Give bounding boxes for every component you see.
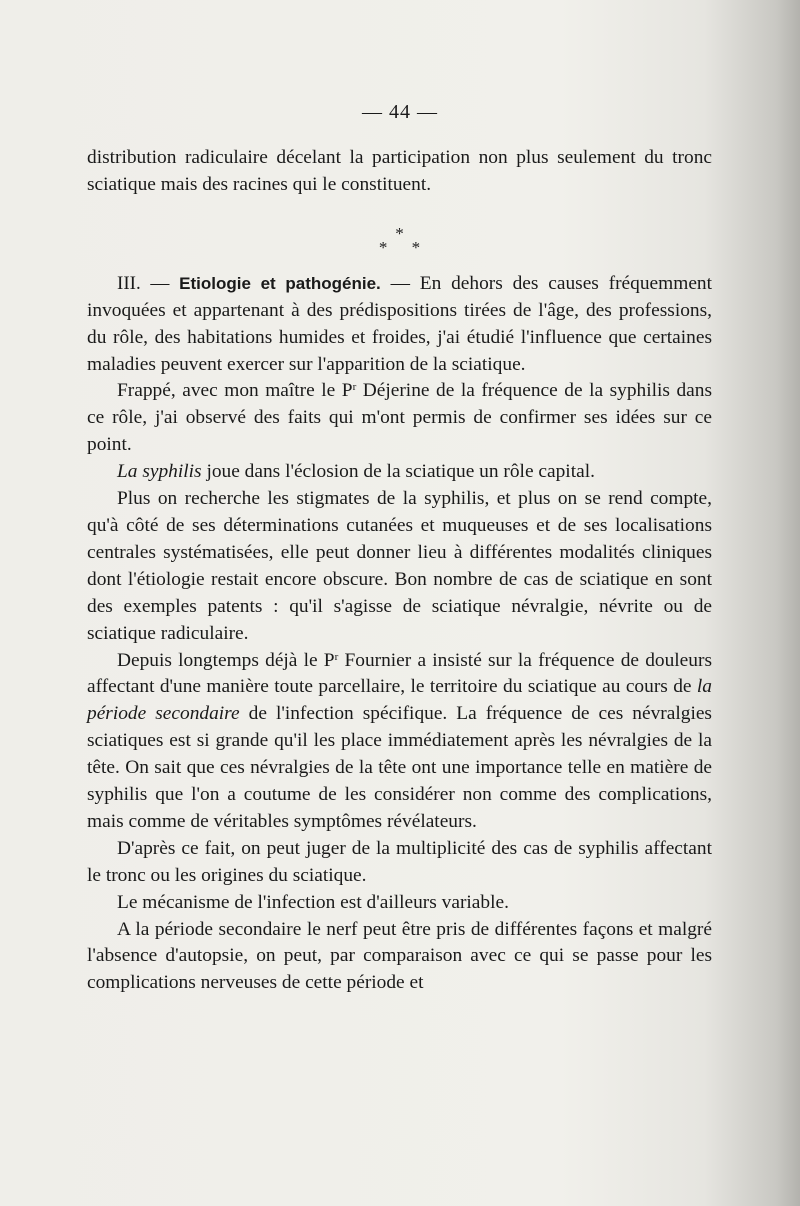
- paragraph: A la période secondaire le nerf peut être pris de différentes façons et malgré l'absence d'autopsie, on peut, par comparaison avec ce qui se passe pour les complications nerveuses de cette période et: [87, 918, 712, 994]
- paragraph: Le mécanisme de l'infection est d'ailleurs variable.: [117, 891, 509, 913]
- body-text: [87, 145, 712, 997]
- italic-text: la période secondaire: [87, 676, 712, 725]
- asterism-top: *: [395, 223, 404, 243]
- paragraph-section-iii: [87, 271, 712, 379]
- paragraph: [87, 648, 712, 836]
- paragraph: [87, 459, 712, 486]
- superscript: r: [334, 650, 339, 663]
- superscript: r: [352, 381, 357, 394]
- paragraph-text: — En dehors des causes fréquemment invoquées et appartenant à des prédispositions tirées de l'âge, des professions, du rôle, des habitations humides et froides, j'ai étudié l'influence que certaines maladies peuvent exercer sur l'apparition de la sciatique.: [87, 272, 713, 375]
- section-heading: Etiologie et pathogénie.: [179, 273, 381, 293]
- paragraph-text: Frappé, avec mon maître le P: [117, 380, 353, 402]
- italic-text: La syphilis: [117, 461, 202, 483]
- paragraph-text: Fournier a insisté sur la fréquence de douleurs affectant d'une manière toute parcellaire, le territoire du sciatique au cours de: [87, 649, 712, 698]
- paragraph-text: de l'infection spécifique. La fréquence de ces névralgies sciatiques est si grande qu'il les place immédiatement après les névralgies de la tête. On sait que ces névralgies de la tête ont une importance telle en matière de syphilis que l'on a coutume de les considérer non comme des complications, mais comme de véritables symptômes révélateurs.: [87, 703, 712, 832]
- page-number: — 44 —: [362, 101, 438, 123]
- section-separator: [87, 199, 712, 271]
- paragraph-text: Déjerine de la fréquence de la syphilis dans ce rôle, j'ai observé des faits qui m'ont permis de confirmer ses idées sur ce point.: [87, 380, 712, 456]
- asterism-bottom: * *: [378, 237, 431, 257]
- paragraph-text: Depuis longtemps déjà le P: [117, 649, 335, 671]
- section-number: III. —: [117, 272, 180, 294]
- paragraph: [87, 378, 712, 459]
- paragraph-text: joue dans l'éclosion de la sciatique un rôle capital.: [201, 461, 595, 483]
- paragraph: D'après ce fait, on peut juger de la multiplicité des cas de syphilis affectant le tronc ou les origines du sciatique.: [87, 837, 712, 886]
- paragraph: Plus on recherche les stigmates de la syphilis, et plus on se rend compte, qu'à côté de ses déterminations cutanées et muqueuses et de ses localisations centrales systématisées, elle peut donner lieu à différentes modalités cliniques dont l'étiologie restait encore obscure. Bon nombre de cas de sciatique en sont des exemples patents : qu'il s'agisse de sciatique névralgie, névrite ou de sciatique radiculaire.: [87, 488, 712, 644]
- paragraph-continuation: distribution radiculaire décelant la participation non plus seulement du tronc sciatique mais des racines qui le constituent.: [87, 147, 712, 195]
